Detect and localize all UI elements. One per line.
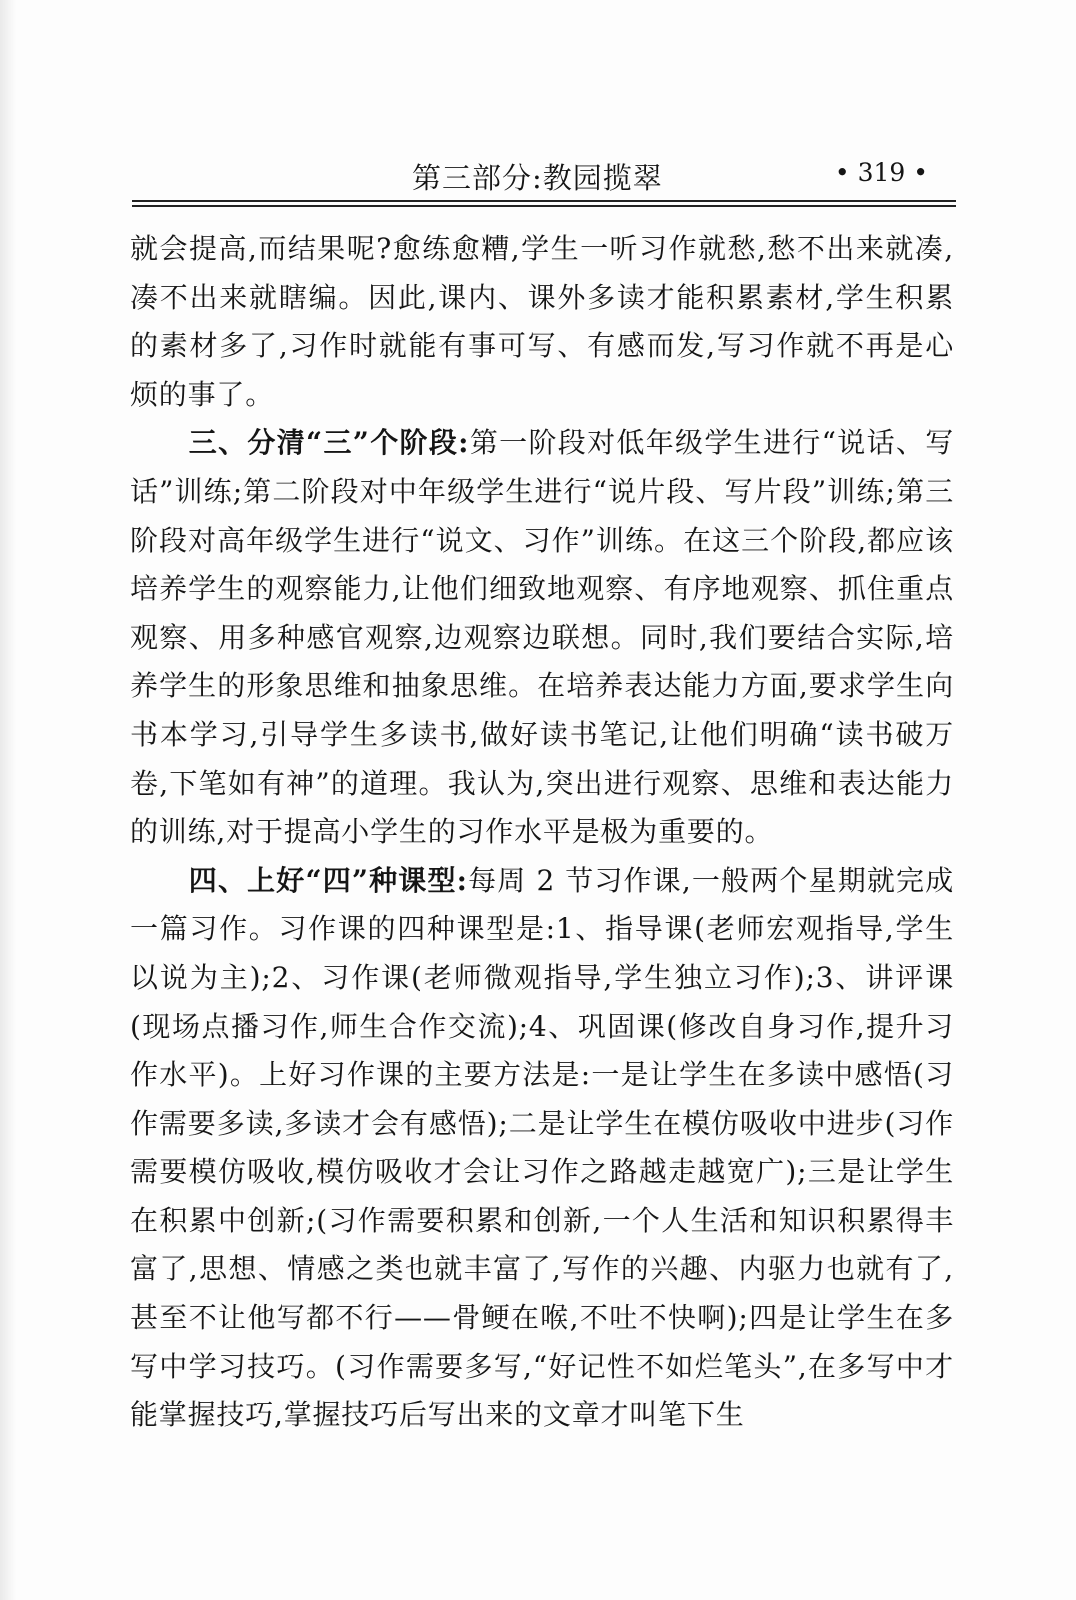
running-header [132, 150, 956, 206]
paragraph-text: 每周 2 节习作课,一般两个星期就完成一篇习作。习作课的四种课型是:1、指导课(老师宏观指导,学生以说为主);2、习作课(老师微观指导,学生独立习作);3、讲评课(现场点播习作,师生合作交流);4、巩固课(修改自身习作,提升习作水平)。上好习作课的主要方法是:一是让学生在多读中感悟(习作需要多读,多读才会有感悟);二是让学生在模仿吸收中进步(习作需要模仿吸收,模仿吸收才会让习作之路越走越宽广);三是让学生在积累中创新;(习作需要积累和创新,一个人生活和知识积累得丰富了,思想、情感之类也就丰富了,写作的兴趣、内驱力也就有了,甚至不让他写都不行——骨鲠在喉,不吐不快啊);四是让学生在多写中学习技巧。(习作需要多写,“好记性不如烂笔头”,在多写中才能掌握技巧,掌握技巧后写出来的文章才叫笔下生 [130, 863, 954, 1432]
paragraph-text: 就会提高,而结果呢?愈练愈糟,学生一听习作就愁,愁不出来就凑,凑不出来就瞎编。因此,课内、课外多读才能积累素材,学生积累的素材多了,习作时就能有事可写、有感而发,写习作就不再是心烦的事了。 [130, 232, 954, 411]
paragraph-continued [130, 225, 954, 419]
page-edge-shadow [0, 0, 16, 1600]
section-heading: 四、上好“四”种课型: [188, 863, 468, 897]
page-number: • 319 • [834, 158, 928, 187]
paragraph-section-three [130, 419, 954, 856]
header-title: 第三部分:教园揽翠 [412, 161, 663, 195]
header-rule-bottom [132, 205, 956, 207]
header-rule-top [132, 200, 956, 202]
section-heading: 三、分清“三”个阶段: [188, 426, 470, 460]
paragraph-section-four [130, 857, 954, 1440]
paragraph-text: 第一阶段对低年级学生进行“说话、写话”训练;第二阶段对中年级学生进行“说片段、写片段”训练;第三阶段对高年级学生进行“说文、习作”训练。在这三个阶段,都应该培养学生的观察能力,让他们细致地观察、有序地观察、抓住重点观察、用多种感官观察,边观察边联想。同时,我们要结合实际,培养学生的形象思维和抽象思维。在培养表达能力方面,要求学生向书本学习,引导学生多读书,做好读书笔记,让他们明确“读书破万卷,下笔如有神”的道理。我认为,突出进行观察、思维和表达能力的训练,对于提高小学生的习作水平是极为重要的。 [130, 426, 954, 849]
body-text [130, 225, 954, 1440]
